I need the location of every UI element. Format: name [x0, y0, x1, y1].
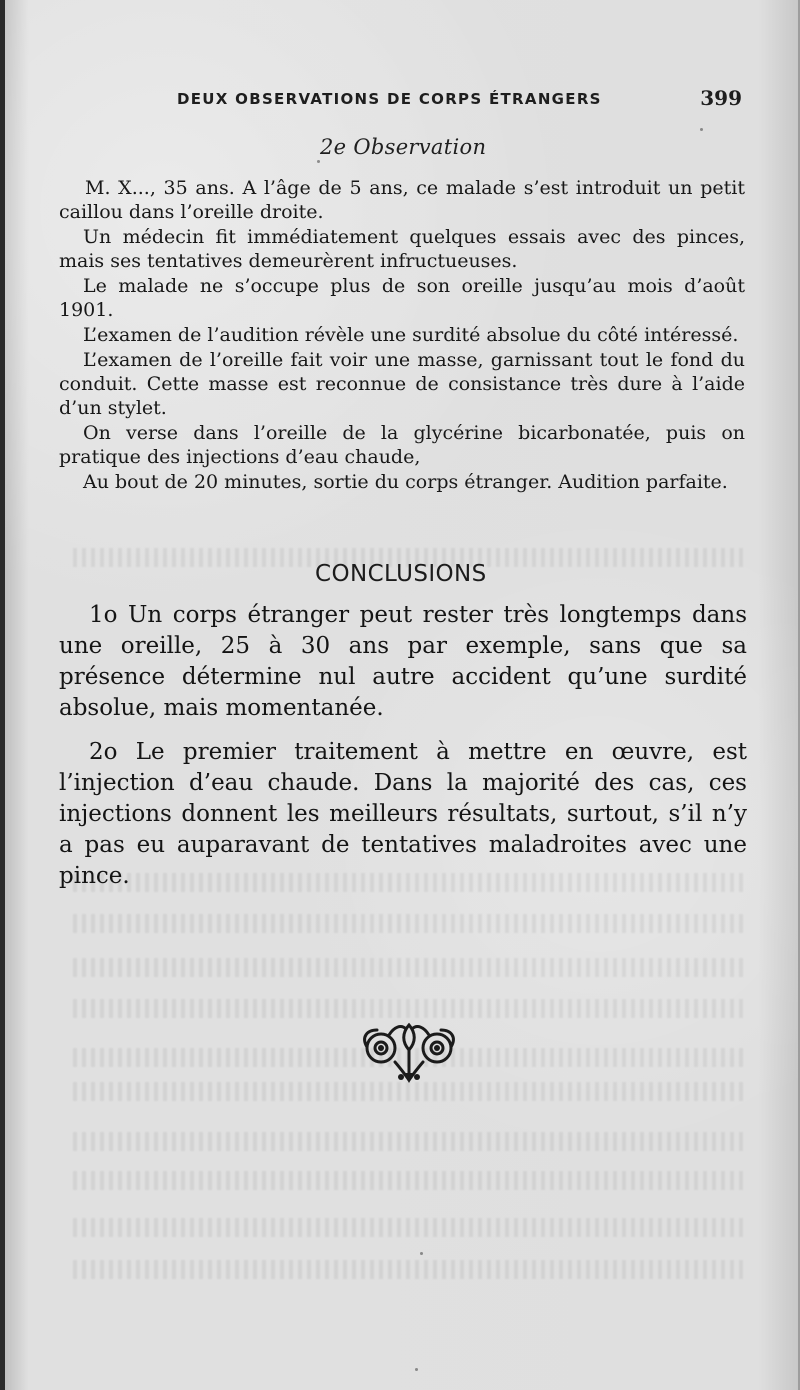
bleed-through-line [73, 914, 743, 933]
paper-speck [317, 160, 320, 163]
bleed-through-line [73, 1260, 743, 1279]
observation-body [59, 176, 745, 495]
conclusion-item: 2o Le premier traitement à mettre en œuvre, est l’injection d’eau chaude. Dans la majorité des cas, ces injections donnent les meilleurs résultats, surtout, s’il n’y a pas eu auparavant de tentatives maladroites avec une pince. [59, 739, 747, 889]
floral-ornament-icon [359, 1017, 459, 1091]
page-header [177, 86, 742, 114]
conclusions-heading: CONCLUSIONS [315, 561, 487, 587]
observation-paragraph: Un médecin fit immédiatement quelques essais avec des pinces, mais ses tentatives demeurèrent infructueuses. [59, 226, 745, 272]
observation-paragraph: L’examen de l’audition révèle une surdité absolue du côté intéressé. [83, 324, 739, 346]
conclusion-item: 1o Un corps étranger peut rester très longtemps dans une oreille, 25 à 30 ans par exemple, sans que sa présence détermine nul autre accident qu’une surdité absolue, mais momentanée. [59, 602, 747, 721]
bleed-through-line [73, 999, 743, 1018]
observation-paragraph: On verse dans l’oreille de la glycérine bicarbonatée, puis on pratique des injections d’eau chaude, [59, 422, 745, 468]
page-number: 399 [700, 86, 742, 110]
conclusions-body [59, 600, 747, 905]
bleed-through-line [73, 1132, 743, 1151]
observation-title: 2e Observation [320, 135, 487, 159]
running-head: DEUX OBSERVATIONS DE CORPS ÉTRANGERS [177, 90, 602, 108]
observation-paragraph: Le malade ne s’occupe plus de son oreille jusqu’au mois d’août 1901. [59, 275, 745, 321]
bleed-through-line [73, 958, 743, 977]
bleed-through-line [73, 1171, 743, 1190]
observation-paragraph: L’examen de l’oreille fait voir une masse, garnissant tout le fond du conduit. Cette masse est reconnue de consistance très dure à l’aide d’un stylet. [59, 349, 745, 419]
observation-paragraph: Au bout de 20 minutes, sortie du corps étranger. Audition parfaite. [83, 471, 728, 493]
observation-paragraph: M. X..., 35 ans. A l’âge de 5 ans, ce malade s’est introduit un petit caillou dans l’oreille droite. [59, 177, 745, 223]
paper-speck [700, 128, 703, 131]
bleed-through-line [73, 1218, 743, 1237]
paper-speck [420, 1252, 423, 1255]
paper-speck [415, 1368, 418, 1371]
